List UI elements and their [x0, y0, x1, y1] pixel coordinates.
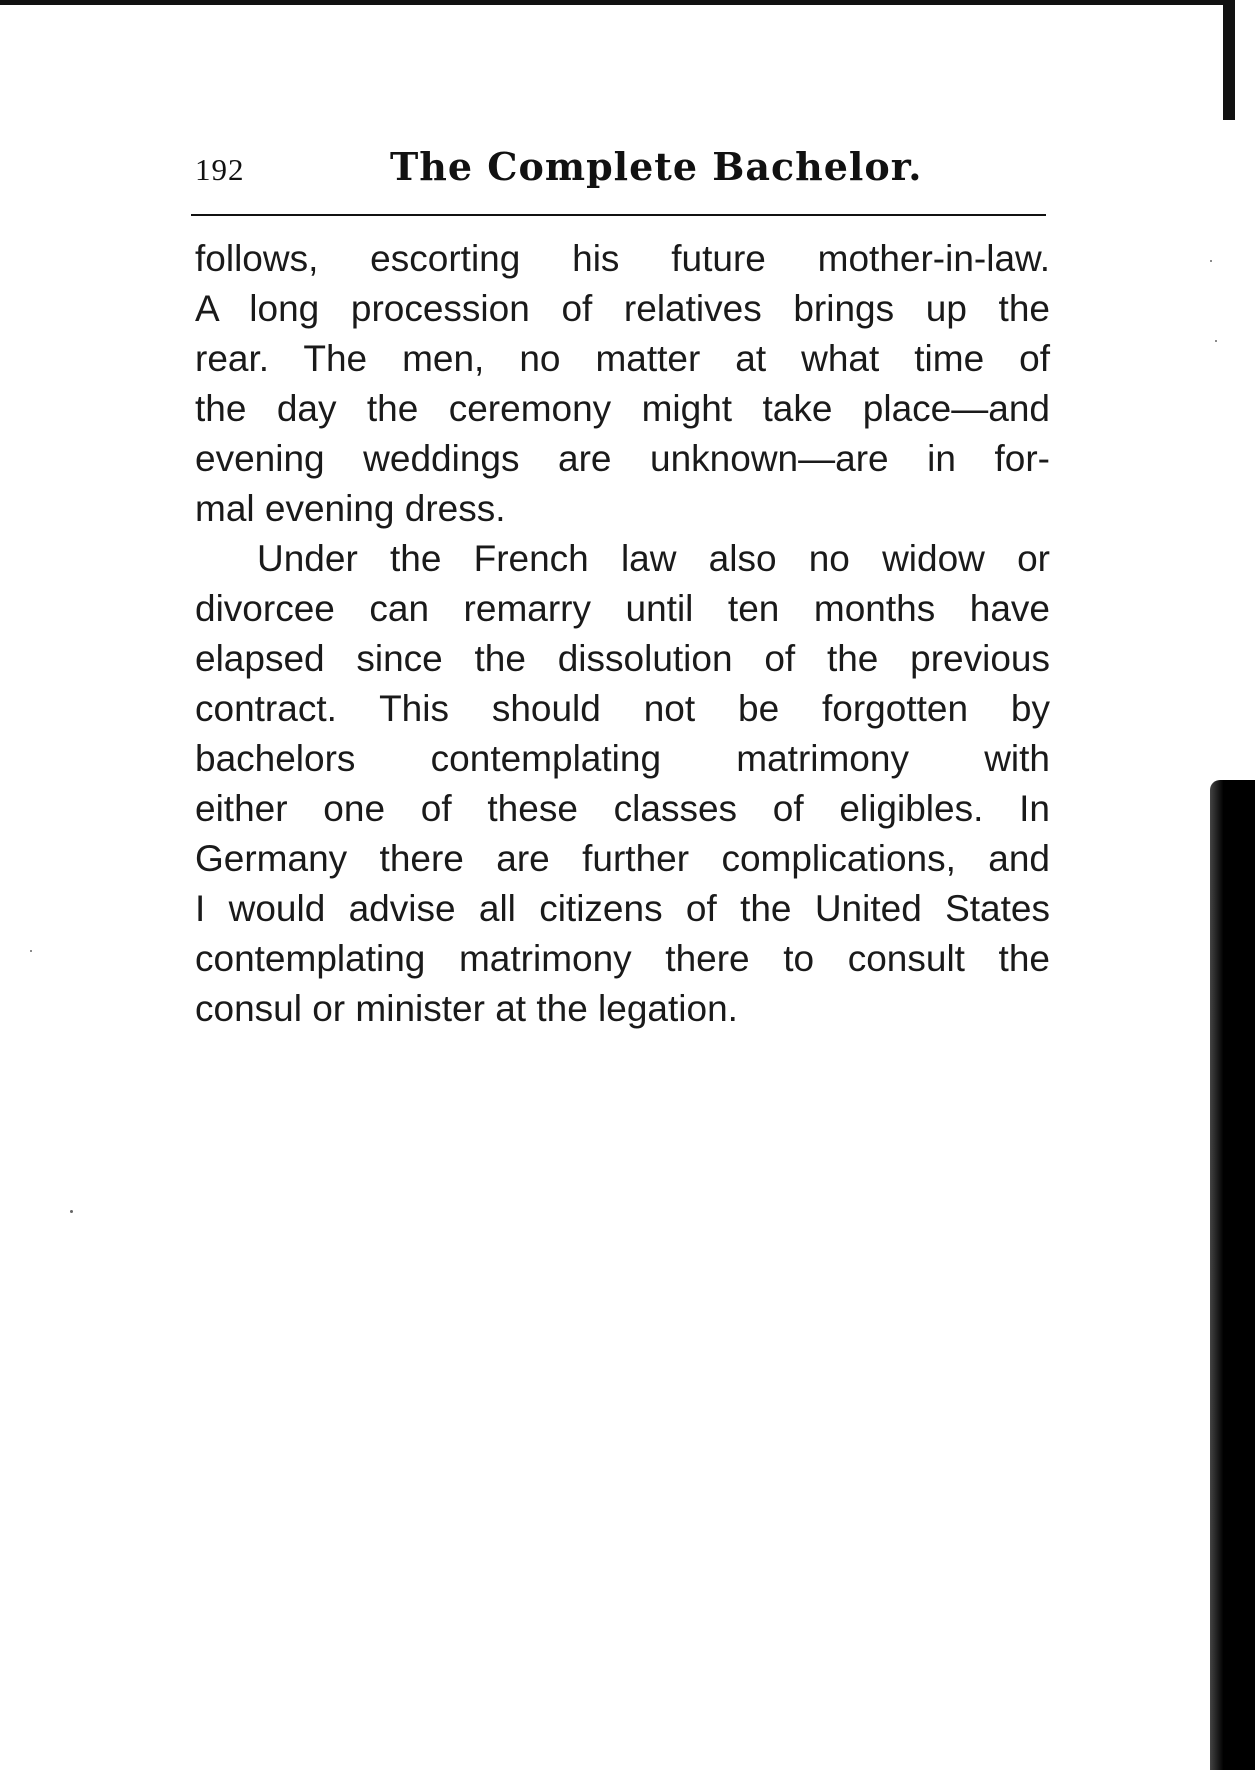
text-line: the day the ceremony might take place—and — [195, 388, 1050, 429]
text-line: either one of these classes of eligibles. In — [195, 788, 1050, 829]
text-line: Germany there are further complications, and — [195, 838, 1050, 879]
paragraph-2 — [195, 534, 1050, 1034]
text-line: follows, escorting his future mother-in-law. — [195, 238, 1050, 279]
paragraph-1 — [195, 234, 1050, 534]
text-line: I would advise all citizens of the United States — [195, 888, 1050, 929]
book-page — [195, 140, 1050, 1029]
text-line: elapsed since the dissolution of the previous — [195, 638, 1050, 679]
scan-speck — [1210, 260, 1212, 262]
text-line: Under the French law also no widow or — [257, 538, 1050, 579]
text-line: contract. This should not be forgotten by — [195, 688, 1050, 729]
text-line: bachelors contemplating matrimony with — [195, 738, 1050, 779]
scan-speck — [70, 1210, 73, 1213]
scan-top-edge — [0, 0, 1235, 5]
scan-right-edge-top — [1223, 0, 1235, 120]
scan-speck — [30, 950, 32, 952]
running-head — [195, 140, 1050, 192]
body-text — [195, 234, 1050, 1034]
text-line: rear. The men, no matter at what time of — [195, 338, 1050, 379]
scan-binding-shadow — [1210, 780, 1255, 1770]
page-number: 192 — [195, 152, 245, 187]
text-line: evening weddings are unknown—are in for- — [195, 438, 1050, 479]
scan-speck — [1215, 340, 1217, 342]
text-line: consul or minister at the legation. — [195, 988, 738, 1029]
text-line: divorcee can remarry until ten months have — [195, 588, 1050, 629]
text-line: contemplating matrimony there to consult the — [195, 938, 1050, 979]
text-line: mal evening dress. — [195, 488, 506, 529]
header-rule — [191, 214, 1046, 216]
text-line: A long procession of relatives brings up the — [195, 288, 1050, 329]
running-title: The Complete Bachelor. — [390, 144, 923, 189]
